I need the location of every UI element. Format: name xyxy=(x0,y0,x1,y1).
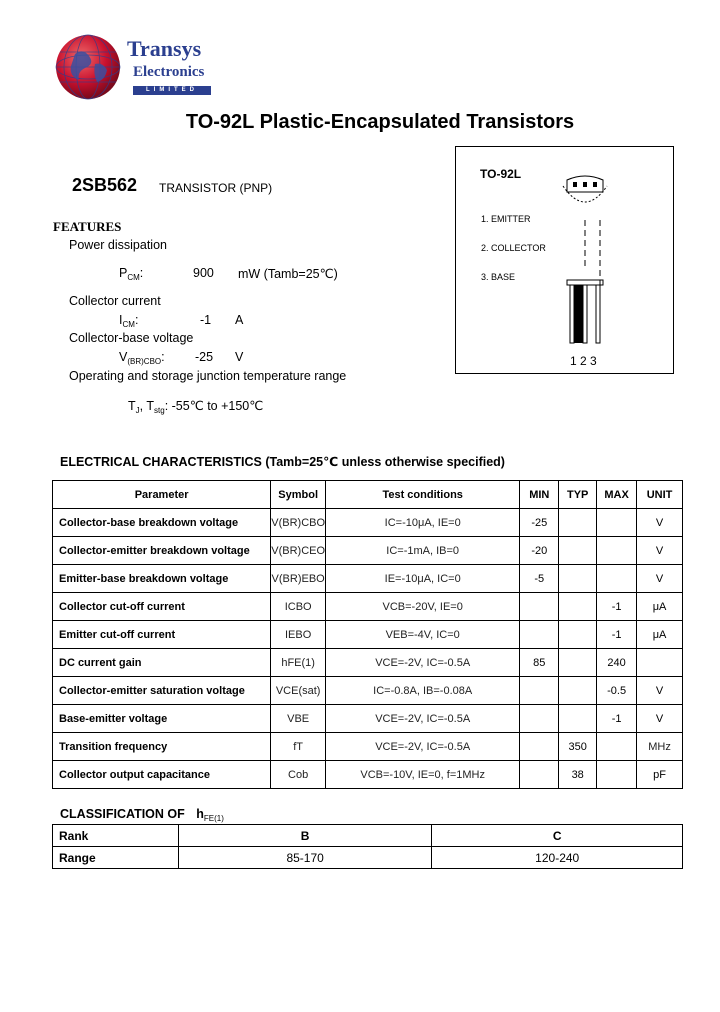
symbol-cell: V(BR)CEO xyxy=(271,537,326,565)
symbol-cell: V(BR)EBO xyxy=(271,565,326,593)
typ-cell xyxy=(559,621,597,649)
typ-cell xyxy=(559,705,597,733)
part-description: TRANSISTOR (PNP) xyxy=(159,181,273,195)
min-cell xyxy=(520,733,559,761)
max-cell xyxy=(597,509,637,537)
header-max: MAX xyxy=(597,481,637,509)
symbol-cell: Cob xyxy=(271,761,326,789)
symbol-cell: V(BR)CBO xyxy=(271,509,326,537)
unit-cell: μA xyxy=(637,593,683,621)
symbol-cell: VBE xyxy=(271,705,326,733)
symbol-cell: VCE(sat) xyxy=(271,677,326,705)
typ-cell xyxy=(559,649,597,677)
table-row xyxy=(53,509,683,537)
min-cell: 85 xyxy=(520,649,559,677)
condition-cell: IE=-10μA, IC=0 xyxy=(326,565,520,593)
package-drawing-icon xyxy=(555,170,625,350)
header-unit: UNIT xyxy=(637,481,683,509)
param-cell: Emitter cut-off current xyxy=(53,621,271,649)
param-cell: Collector output capacitance xyxy=(53,761,271,789)
condition-cell: IC=-10μA, IE=0 xyxy=(326,509,520,537)
classification-title: CLASSIFICATION OF $h_{FE(1)}$ xyxy=(60,807,224,823)
pin-1-label: 1. EMITTER xyxy=(481,214,531,224)
min-cell xyxy=(520,593,559,621)
condition-cell: VCE=-2V, IC=-0.5A xyxy=(326,733,520,761)
min-cell xyxy=(520,621,559,649)
pin-2-label: 2. COLLECTOR xyxy=(481,243,546,253)
unit-cell: μA xyxy=(637,621,683,649)
param-cell: Collector-emitter breakdown voltage xyxy=(53,537,271,565)
part-number: 2SB562 xyxy=(72,175,138,195)
symbol-cell: ICBO xyxy=(271,593,326,621)
brand-name: Transys xyxy=(127,36,202,61)
icm-value: -1 xyxy=(200,313,212,327)
unit-cell: pF xyxy=(637,761,683,789)
condition-cell: IC=-0.8A, IB=-0.08A xyxy=(326,677,520,705)
pcm-unit: mW (Tamb=25℃) xyxy=(238,267,338,281)
typ-cell xyxy=(559,593,597,621)
current-label: Collector current xyxy=(69,294,161,308)
table-row xyxy=(53,825,683,847)
condition-cell: VCE=-2V, IC=-0.5A xyxy=(326,649,520,677)
unit-cell: V xyxy=(637,509,683,537)
min-cell: -5 xyxy=(520,565,559,593)
param-cell: Emitter-base breakdown voltage xyxy=(53,565,271,593)
param-cell: Collector-base breakdown voltage xyxy=(53,509,271,537)
pcm-symbol: $P_{CM}$: xyxy=(119,266,144,282)
table-row xyxy=(53,733,683,761)
range-b: 85-170 xyxy=(178,847,432,869)
typ-cell: 350 xyxy=(559,733,597,761)
icm-unit: A xyxy=(235,313,244,327)
package-title: TO-92L xyxy=(480,167,522,181)
table-row xyxy=(53,621,683,649)
unit-cell: V xyxy=(637,537,683,565)
header-conditions: Test conditions xyxy=(326,481,520,509)
param-cell: Collector-emitter saturation voltage xyxy=(53,677,271,705)
globe-logo-icon xyxy=(55,34,121,100)
table-row xyxy=(53,705,683,733)
condition-cell: IC=-1mA, IB=0 xyxy=(326,537,520,565)
param-cell: DC current gain xyxy=(53,649,271,677)
voltage-label: Collector-base voltage xyxy=(69,331,194,345)
max-cell xyxy=(597,733,637,761)
max-cell xyxy=(597,565,637,593)
power-label: Power dissipation xyxy=(69,238,167,252)
typ-cell xyxy=(559,565,597,593)
typ-cell xyxy=(559,509,597,537)
electrical-table xyxy=(52,480,683,789)
max-cell xyxy=(597,761,637,789)
symbol-cell: hFE(1) xyxy=(271,649,326,677)
pin-3-label: 3. BASE xyxy=(481,272,516,282)
min-cell: -20 xyxy=(520,537,559,565)
condition-cell: VCB=-20V, IE=0 xyxy=(326,593,520,621)
typ-cell xyxy=(559,677,597,705)
features-heading: FEATURES xyxy=(53,219,122,234)
unit-cell: V xyxy=(637,677,683,705)
table-row xyxy=(53,847,683,869)
max-cell: 240 xyxy=(597,649,637,677)
min-cell xyxy=(520,677,559,705)
condition-cell: VEB=-4V, IC=0 xyxy=(326,621,520,649)
header-typ: TYP xyxy=(559,481,597,509)
typ-cell xyxy=(559,537,597,565)
max-cell xyxy=(597,537,637,565)
param-cell: Transition frequency xyxy=(53,733,271,761)
typ-cell: 38 xyxy=(559,761,597,789)
table-row xyxy=(53,537,683,565)
min-cell xyxy=(520,705,559,733)
min-cell xyxy=(520,761,559,789)
electrical-title: ELECTRICAL CHARACTERISTICS (Tamb=25℃ unless otherwise specified) xyxy=(60,455,505,469)
min-cell: -25 xyxy=(520,509,559,537)
unit-cell: MHz xyxy=(637,733,683,761)
header-symbol: Symbol xyxy=(271,481,326,509)
table-header-row xyxy=(53,481,683,509)
rank-c: C xyxy=(432,825,683,847)
table-row xyxy=(53,565,683,593)
pcm-value: 900 xyxy=(193,266,214,280)
param-cell: Collector cut-off current xyxy=(53,593,271,621)
range-label: Range xyxy=(53,847,179,869)
vcbo-unit: V xyxy=(235,350,244,364)
rank-label: Rank xyxy=(53,825,179,847)
table-row xyxy=(53,761,683,789)
max-cell: -0.5 xyxy=(597,677,637,705)
vcbo-symbol: $V_{(BR)CBO}$: xyxy=(119,350,165,366)
unit-cell: V xyxy=(637,565,683,593)
header-parameter: Parameter xyxy=(53,481,271,509)
page-title: TO-92L Plastic-Encapsulated Transistors xyxy=(185,111,575,133)
range-c: 120-240 xyxy=(432,847,683,869)
param-cell: Base-emitter voltage xyxy=(53,705,271,733)
table-row xyxy=(53,593,683,621)
max-cell: -1 xyxy=(597,621,637,649)
table-row xyxy=(53,649,683,677)
temp-label: Operating and storage junction temperature range xyxy=(69,369,347,383)
header-min: MIN xyxy=(520,481,559,509)
unit-cell: V xyxy=(637,705,683,733)
brand-subtitle: Electronics xyxy=(133,64,205,80)
temp-range: $T_J$, $T_{stg}$: -55℃ to +150℃ xyxy=(128,399,264,415)
condition-cell: VCE=-2V, IC=-0.5A xyxy=(326,705,520,733)
rank-b: B xyxy=(178,825,432,847)
table-row xyxy=(53,677,683,705)
classification-table xyxy=(52,824,683,869)
max-cell: -1 xyxy=(597,705,637,733)
vcbo-value: -25 xyxy=(195,350,214,364)
icm-symbol: $I_{CM}$: xyxy=(119,313,139,329)
pin-numbers: 1 2 3 xyxy=(570,354,597,368)
max-cell: -1 xyxy=(597,593,637,621)
unit-cell xyxy=(637,649,683,677)
symbol-cell: fT xyxy=(271,733,326,761)
brand-limited: LIMITED xyxy=(133,86,211,95)
symbol-cell: IEBO xyxy=(271,621,326,649)
condition-cell: VCB=-10V, IE=0, f=1MHz xyxy=(326,761,520,789)
